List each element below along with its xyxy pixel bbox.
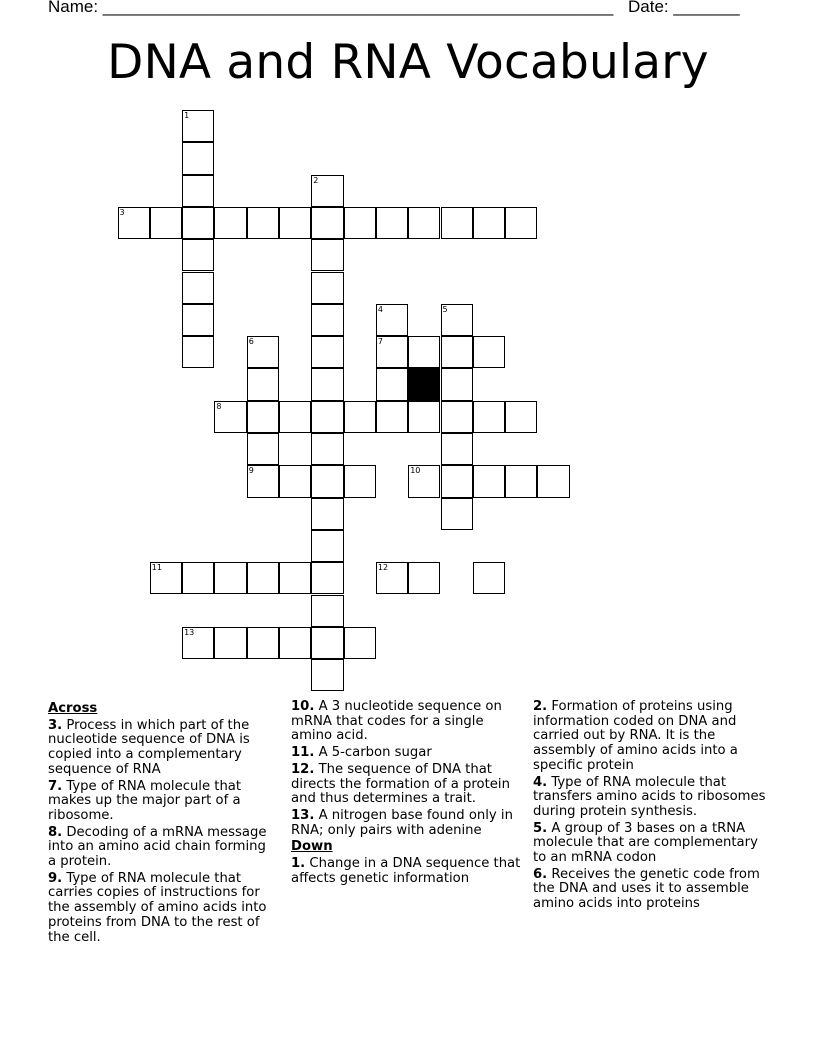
- clue-number: 2.: [533, 699, 548, 714]
- crossword-cell[interactable]: [537, 465, 569, 497]
- clue-number: 6.: [533, 866, 548, 882]
- crossword-cell[interactable]: [247, 433, 279, 465]
- crossword-cell[interactable]: [408, 465, 440, 497]
- clue-item: [48, 780, 276, 824]
- clue-text: Receives the genetic code from the DNA and uses it to assemble amino acids into proteins: [533, 866, 760, 912]
- crossword-cell[interactable]: [344, 401, 376, 433]
- crossword-cell[interactable]: [376, 562, 408, 594]
- clue-text: Decoding of a mRNA message into an amino acid chain forming a protein.: [48, 824, 267, 870]
- clue-number: 1.: [291, 856, 306, 872]
- page-title: DNA and RNA Vocabulary: [107, 35, 709, 90]
- crossword-cell[interactable]: [150, 562, 182, 594]
- clue-item: [291, 700, 521, 744]
- crossword-cell[interactable]: [311, 368, 343, 400]
- across-heading: Across: [48, 701, 98, 716]
- clue-number: 3.: [48, 717, 63, 733]
- clue-item: [533, 776, 768, 820]
- crossword-cell[interactable]: [376, 207, 408, 239]
- clue-text: A 3 nucleotide sequence on mRNA that codes for a single amino acid.: [291, 699, 502, 744]
- crossword-cell[interactable]: [441, 368, 473, 400]
- clue-number-2: 2: [313, 175, 319, 185]
- crossword-cell[interactable]: [376, 304, 408, 336]
- clue-item: [291, 746, 521, 761]
- crossword-cell[interactable]: [441, 498, 473, 530]
- clue-text: A 5-carbon sugar: [314, 745, 432, 761]
- clue-column-3: [533, 700, 768, 914]
- crossword-cell[interactable]: [214, 401, 246, 433]
- clue-text: Type of RNA molecule that carries copies of instructions for the assembly of amino acids into proteins from DNA to the rest of the cell.: [48, 870, 267, 945]
- clue-number-6: 6: [248, 337, 254, 347]
- clue-number-9: 9: [248, 466, 254, 476]
- clue-number-13: 13: [184, 627, 195, 637]
- crossword-cell[interactable]: [214, 207, 246, 239]
- crossword-cell[interactable]: [247, 368, 279, 400]
- crossword-cell[interactable]: [311, 272, 343, 304]
- crossword-cell[interactable]: [344, 627, 376, 659]
- across-clue-list: [48, 719, 276, 946]
- clue-number-1: 1: [184, 111, 190, 120]
- crossword-cell[interactable]: [279, 207, 311, 239]
- clue-text: Type of RNA molecule that transfers amino acids to ribosomes during protein synthesis.: [533, 774, 766, 819]
- crossword-cell[interactable]: [376, 401, 408, 433]
- clue-number: 7.: [48, 778, 63, 794]
- clue-number: 5.: [533, 820, 548, 836]
- crossword-cell[interactable]: [247, 401, 279, 433]
- crossword-cell[interactable]: [311, 627, 343, 659]
- crossword-cell[interactable]: [505, 465, 537, 497]
- clue-number-5: 5: [442, 304, 448, 314]
- clue-number: 8.: [48, 824, 63, 840]
- crossword-cell[interactable]: [376, 336, 408, 368]
- crossword-cell[interactable]: [408, 562, 440, 594]
- crossword-cell[interactable]: [311, 562, 343, 594]
- clue-column-1: [48, 700, 276, 947]
- crossword-cell[interactable]: [311, 304, 343, 336]
- clue-item: [291, 809, 521, 838]
- crossword-cell[interactable]: [311, 207, 343, 239]
- crossword-cell[interactable]: [344, 465, 376, 497]
- crossword-cell[interactable]: [311, 595, 343, 627]
- crossword-cell[interactable]: [441, 433, 473, 465]
- crossword-cell[interactable]: [311, 336, 343, 368]
- crossword-cell[interactable]: [311, 659, 343, 691]
- crossword-cell[interactable]: [441, 304, 473, 336]
- crossword-cell[interactable]: [441, 336, 473, 368]
- crossword-cell[interactable]: [279, 401, 311, 433]
- clue-text: Change in a DNA sequence that affects genetic information: [291, 856, 521, 886]
- clue-item: [48, 719, 276, 778]
- crossword-cell[interactable]: [182, 304, 214, 336]
- clue-number: 12.: [291, 761, 315, 777]
- clue-text: Type of RNA molecule that makes up the major part of a ribosome.: [48, 778, 242, 823]
- crossword-cell[interactable]: [182, 110, 214, 142]
- crossword-cell[interactable]: [473, 562, 505, 594]
- clue-number-10: 10: [410, 466, 421, 476]
- crossword-cell[interactable]: [247, 465, 279, 497]
- down-heading: Down: [291, 839, 333, 855]
- crossword-cell[interactable]: [473, 401, 505, 433]
- crossword-cell[interactable]: [214, 562, 246, 594]
- clue-number-8: 8: [216, 401, 222, 411]
- down-clue-list: [291, 857, 521, 886]
- crossword-cell[interactable]: [279, 465, 311, 497]
- crossword-cell[interactable]: [344, 207, 376, 239]
- clue-number: 13.: [291, 807, 315, 823]
- crossword-cell[interactable]: [441, 207, 473, 239]
- clue-item: [291, 763, 521, 807]
- clue-number-3: 3: [119, 207, 125, 217]
- crossword-cell[interactable]: [182, 627, 214, 659]
- clue-text: Formation of proteins using information coded on DNA and carried out by RNA. It is the assembly of amino acids into a specific protein: [533, 699, 738, 773]
- clue-number-12: 12: [377, 563, 389, 573]
- crossword-cell[interactable]: [279, 627, 311, 659]
- crossword-cell[interactable]: [182, 142, 214, 174]
- crossword-cell[interactable]: [247, 207, 279, 239]
- crossword-cell[interactable]: [182, 336, 214, 368]
- crossword-cell[interactable]: [473, 336, 505, 368]
- crossword-cell[interactable]: [376, 368, 408, 400]
- clue-item: [48, 826, 276, 870]
- clue-text: A nitrogen base found only in RNA; only pairs with adenine: [291, 807, 513, 838]
- crossword-cell[interactable]: [247, 562, 279, 594]
- clue-item: [533, 700, 768, 774]
- crossword-cell[interactable]: [311, 465, 343, 497]
- clue-item: [533, 822, 768, 866]
- crossword-cell[interactable]: [182, 175, 214, 207]
- clue-number-4: 4: [377, 304, 383, 314]
- crossword-cell[interactable]: [473, 465, 505, 497]
- crossword-cell[interactable]: [247, 627, 279, 659]
- crossword-cell[interactable]: [505, 401, 537, 433]
- crossword-cell[interactable]: [182, 562, 214, 594]
- crossword-cell[interactable]: [408, 207, 440, 239]
- crossword-cell[interactable]: [150, 207, 182, 239]
- clue-number: 10.: [291, 699, 315, 714]
- clue-text: Process in which part of the nucleotide sequence of DNA is copied into a complementary sequence of RNA: [48, 717, 250, 777]
- clue-text: The sequence of DNA that directs the formation of a protein and thus determines a trait.: [291, 761, 510, 807]
- crossword-cell[interactable]: [118, 207, 150, 239]
- clue-item: [48, 872, 276, 946]
- crossword-cell[interactable]: [311, 433, 343, 465]
- clue-text: A group of 3 bases on a tRNA molecule that are complementary to an mRNA codon: [533, 820, 758, 866]
- crossword-cell[interactable]: [505, 207, 537, 239]
- crossword-cell[interactable]: [441, 465, 473, 497]
- clue-number: 11.: [291, 745, 315, 761]
- clue-item: [533, 868, 768, 912]
- date-field-label: Date: _______: [628, 0, 740, 16]
- crossword-cell[interactable]: [311, 239, 343, 271]
- crossword-cell[interactable]: [214, 627, 246, 659]
- clue-number: 9.: [48, 870, 63, 886]
- crossword-cell[interactable]: [279, 562, 311, 594]
- clue-column-2: [291, 700, 521, 888]
- down-clue-list-continued: [533, 700, 768, 912]
- crossword-cell[interactable]: [182, 239, 214, 271]
- crossword-cell[interactable]: [311, 175, 343, 207]
- crossword-cell[interactable]: [408, 336, 440, 368]
- name-field-label: Name: ______________________________________________________: [48, 0, 614, 16]
- across-clue-list-continued: [291, 700, 521, 838]
- crossword-block-cell: [408, 368, 440, 400]
- crossword-cell[interactable]: [182, 207, 214, 239]
- clue-item: [291, 857, 521, 886]
- crossword-cell[interactable]: [247, 336, 279, 368]
- crossword-cell[interactable]: [473, 207, 505, 239]
- clue-number: 4.: [533, 774, 548, 790]
- crossword-cell[interactable]: [182, 272, 214, 304]
- crossword-cell[interactable]: [441, 401, 473, 433]
- crossword-cell[interactable]: [311, 401, 343, 433]
- clue-number-11: 11: [151, 563, 162, 573]
- clue-number-7: 7: [377, 337, 383, 347]
- crossword-cell[interactable]: [408, 401, 440, 433]
- crossword-cell[interactable]: [311, 530, 343, 562]
- crossword-cell[interactable]: [311, 498, 343, 530]
